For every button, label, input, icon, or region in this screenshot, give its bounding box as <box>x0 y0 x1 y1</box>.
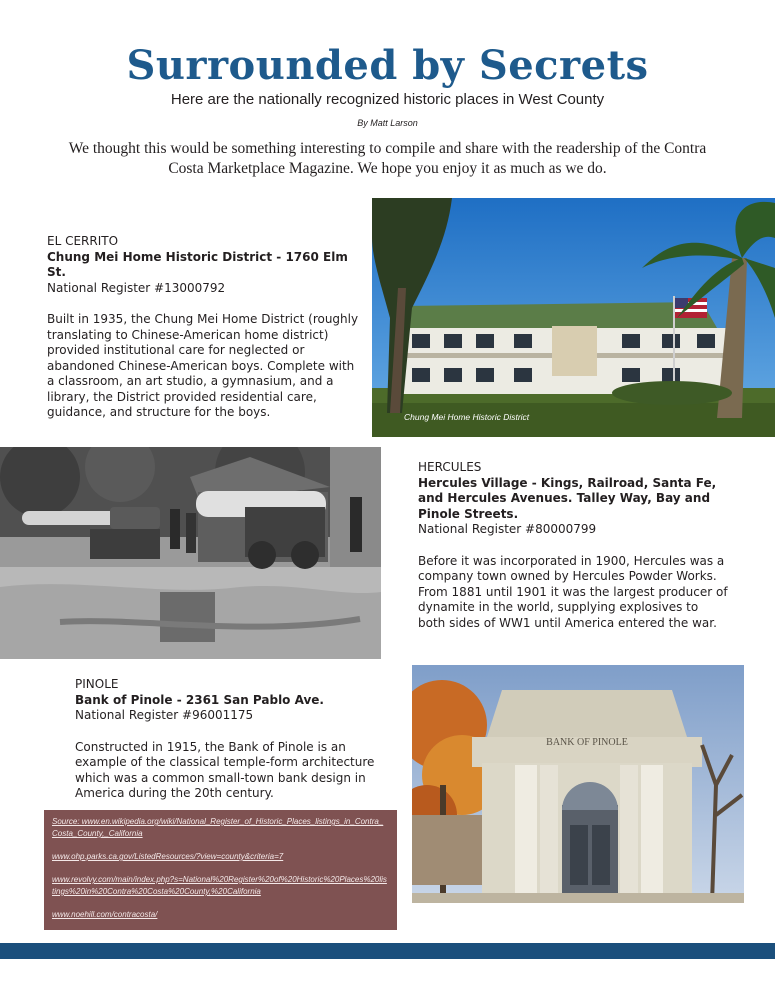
entry-register: National Register #80000799 <box>418 522 597 536</box>
page-title: Surrounded by Secrets <box>126 42 649 89</box>
entry-city: PINOLE <box>75 677 119 691</box>
entry-description: Constructed in 1915, the Bank of Pinole is an example of the classical temple-form architecture which was a common small-town bank design in America during the 20th century. <box>75 739 375 800</box>
byline: By Matt Larson <box>357 118 418 128</box>
entry-name: Hercules Village - Kings, Railroad, Santa Fe, and Hercules Avenues. Talley Way, Bay and Pinole Streets. <box>418 475 717 521</box>
entry-pinole <box>75 677 375 802</box>
bank-of-pinole-photo <box>412 665 744 903</box>
entry-city: HERCULES <box>418 460 482 474</box>
chung-mei-photo <box>372 198 775 437</box>
source-link[interactable]: www.ohp.parks.ca.gov/ListedResources/?view=county&criteria=7 <box>52 852 284 861</box>
entry-register: National Register #96001175 <box>75 708 254 722</box>
footer-bar <box>0 943 775 959</box>
entry-el-cerrito <box>47 234 365 421</box>
source-link[interactable]: www.noehill.com/contracosta/ <box>52 910 158 919</box>
entry-description: Built in 1935, the Chung Mei Home District (roughly translating to Chinese-American home district) provided institutional care for neglected or abandoned Chinese-American boys. Complete with a classroom, an art studio, a gymnasium, and a library, the District provided residential care, guidance, and structure for the boys. <box>47 312 359 419</box>
entry-city: EL CERRITO <box>47 234 119 248</box>
entry-hercules <box>418 460 728 631</box>
entry-name: Chung Mei Home Historic District - 1760 Elm St. <box>47 249 348 279</box>
hercules-cannons-photo <box>0 447 381 659</box>
intro-paragraph: We thought this would be something interesting to compile and share with the readership of the Contra Costa Marketplace Magazine. We hope you enjoy it as much as we do. <box>68 140 707 177</box>
source-link[interactable]: www.revolvy.com/main/index.php?s=National%20Register%20of%20Historic%20Places%20listings%20in%20Contra%20Costa%20County,%20California <box>52 875 387 896</box>
bank-sign: BANK OF PINOLE <box>546 737 628 748</box>
entry-name: Bank of Pinole - 2361 San Pablo Ave. <box>75 692 324 707</box>
source-link[interactable]: Source: www.en.wikipedia.org/wiki/National_Register_of_Historic_Places_listings_in_Contra_Costa_County,_California <box>52 817 384 838</box>
entry-description: Before it was incorporated in 1900, Hercules was a company town owned by Hercules Powder Works. From 1881 until 1901 it was the largest producer of dynamite in the world, supplying explosives to both sides of WW1 until America entered the war. <box>418 553 728 630</box>
entry-register: National Register #13000792 <box>47 280 226 295</box>
page-subtitle: Here are the nationally recognized historic places in West County <box>170 91 605 108</box>
sources-box <box>44 810 397 930</box>
photo-caption: Chung Mei Home Historic District <box>404 412 530 422</box>
